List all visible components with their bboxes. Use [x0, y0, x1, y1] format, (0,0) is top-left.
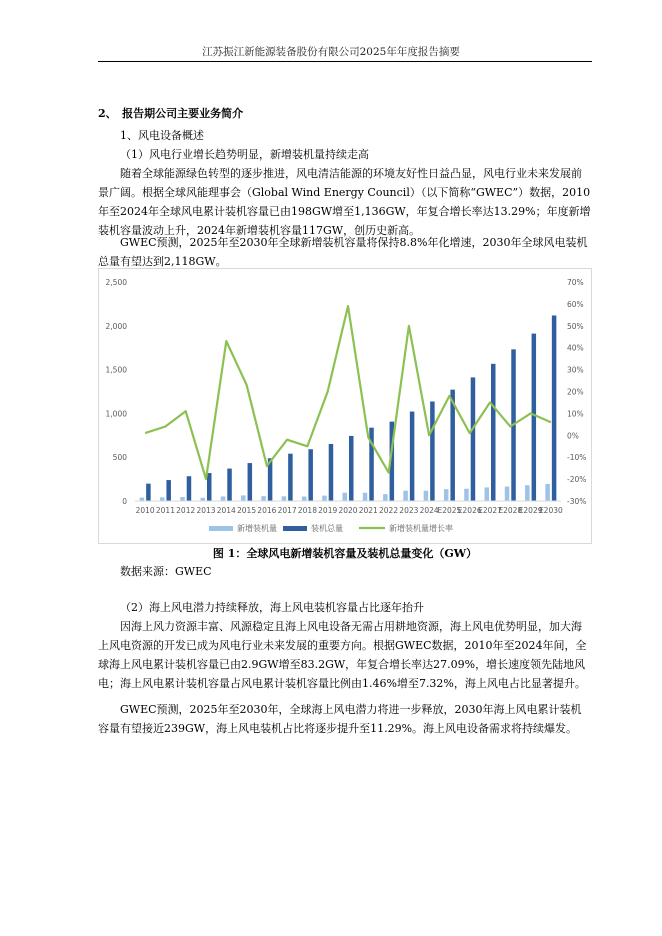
bar-new-installed	[160, 497, 165, 501]
paragraph-4: GWEC预测，2025年至2030年，全球海上风电潜力将进一步释放，2030年海上风电累计装机容量有望接近239GW，海上风电装机占比将逐步提升至11.29%。海上风电设备需求将持续爆发。	[98, 703, 582, 735]
bar-new-installed	[180, 497, 185, 501]
bar-total-installed	[430, 401, 435, 501]
bar-total-installed	[227, 469, 232, 501]
right-axis-tick-label: 10%	[567, 409, 584, 419]
bar-new-installed	[343, 493, 348, 501]
right-axis-tick-label: -30%	[567, 497, 587, 506]
left-axis-tick-label: 1,500	[105, 365, 127, 375]
bar-total-installed	[248, 463, 253, 501]
right-axis-tick-label: 40%	[567, 343, 584, 353]
x-axis-tick-label: 2016	[257, 506, 277, 515]
bar-total-installed	[166, 480, 171, 501]
paragraph-2: GWEC预测，2025年至2030年全球新增装机容量将保持8.8%年化增速，2030年全球风电装机总量有望达到2,118GW。	[98, 236, 588, 268]
bar-total-installed	[410, 412, 415, 501]
left-axis-tick-label: 1,000	[105, 409, 127, 419]
bar-total-installed	[552, 315, 557, 501]
legend-label: 新增装机量	[237, 524, 277, 533]
page-header-title: 江苏振江新能源装备股份有限公司2025年年度报告摘要	[202, 46, 460, 58]
x-axis-tick-label: E2027	[478, 506, 502, 515]
bar-total-installed	[146, 484, 151, 501]
bar-new-installed	[322, 496, 327, 501]
legend-swatch	[283, 526, 307, 531]
left-axis-tick-label: 2,000	[105, 321, 127, 331]
legend-label: 新增装机量增长率	[389, 524, 453, 533]
bar-new-installed	[464, 489, 469, 501]
bar-new-installed	[383, 494, 388, 501]
x-axis-tick-label: E2028	[498, 506, 523, 515]
bar-new-installed	[424, 491, 429, 501]
bar-new-installed	[363, 493, 368, 501]
bar-new-installed	[241, 495, 246, 501]
bar-new-installed	[505, 487, 510, 501]
bar-new-installed	[545, 484, 550, 501]
paragraph-1: 随着全球能源绿色转型的逐步推进，风电清洁能源的环境友好性日益凸显，风电行业未来发展前景广阔。根据全球风能理事会（Global Wind Energy Council）（以下简称“GWEC”）数据，2010年至2024年全球风电累计装机容量已由198GW增至1,136GW，年复合增长率达13.29%；年度新增装机容量波动上升，2024年新增装机容量117GW，创历史新高。	[98, 167, 591, 237]
x-axis-tick-label: 2013	[196, 506, 216, 515]
x-axis-tick-label: 2017	[277, 506, 297, 515]
wind-capacity-chart	[98, 268, 592, 544]
bar-new-installed	[403, 491, 408, 501]
x-axis-tick-label: 2020	[338, 506, 358, 515]
legend-label: 装机总量	[311, 524, 343, 533]
legend-swatch	[209, 526, 233, 531]
left-axis-tick-label: 2,500	[105, 278, 127, 287]
bar-new-installed	[221, 496, 226, 501]
growth-rate-line	[145, 306, 551, 479]
x-axis-tick-label: E2026	[457, 506, 482, 515]
x-axis-tick-label: 2012	[176, 506, 196, 515]
x-axis-tick-label: 2014	[216, 506, 236, 515]
bar-new-installed	[485, 487, 490, 501]
x-axis-tick-label: 2018	[297, 506, 317, 515]
right-axis-tick-label: -10%	[567, 453, 587, 463]
section-heading: 2、 报告期公司主要业务简介	[98, 107, 244, 120]
bar-total-installed	[491, 364, 496, 501]
chart-canvas	[99, 269, 593, 545]
bar-new-installed	[302, 497, 307, 501]
x-axis-tick-label: 2011	[155, 506, 175, 515]
bar-total-installed	[349, 436, 354, 501]
paragraph-3: 因海上风力资源丰富、风源稳定且海上风电设备无需占用耕地资源，海上风电优势明显，加大海上风电资源的开发已成为风电行业未来发展的重要方向。根据GWEC数据，2010年至2024年间，全球海上风电累计装机容量已由2.9GW增至83.2GW，年复合增长率达27.09%，增长速度领先陆地风电；海上风电累计装机容量占风电累计装机容量比例由1.46%增至7.32%，海上风电占比显著提升。	[98, 620, 587, 690]
left-axis-tick-label: 0	[122, 497, 127, 506]
figure-caption: 图 1：全球风电新增装机容量及装机总量变化（GW）	[212, 547, 478, 560]
x-axis-tick-label: 2010	[135, 506, 155, 515]
bar-total-installed	[471, 377, 476, 501]
x-axis-tick-label: 2023	[399, 506, 419, 515]
bar-total-installed	[187, 476, 192, 501]
right-axis-tick-label: -20%	[567, 475, 587, 485]
right-axis-tick-label: 50%	[567, 321, 584, 331]
bar-new-installed	[140, 498, 145, 501]
paragraph-title-1: （1）风电行业增长趋势明显，新增装机量持续走高	[120, 148, 369, 161]
x-axis-tick-label: E2025	[437, 506, 462, 515]
header-rule	[98, 61, 592, 62]
x-axis-tick-label: 2021	[358, 506, 378, 515]
subsection-title: 1、风电设备概述	[120, 129, 204, 142]
bar-new-installed	[282, 496, 287, 501]
x-axis-tick-label: E2029	[518, 506, 543, 515]
right-axis-tick-label: 20%	[567, 387, 584, 397]
bar-new-installed	[444, 489, 449, 501]
bar-total-installed	[532, 334, 537, 501]
x-axis-tick-label: 2019	[318, 506, 338, 515]
left-axis-tick-label: 500	[112, 453, 127, 463]
x-axis-tick-label: E2030	[538, 506, 563, 515]
x-axis-tick-label: 2024	[419, 506, 439, 515]
data-source: 数据来源：GWEC	[120, 565, 212, 578]
bar-total-installed	[329, 444, 334, 501]
right-axis-tick-label: 70%	[567, 278, 584, 287]
bar-new-installed	[525, 485, 530, 501]
bar-total-installed	[207, 473, 212, 501]
paragraph-title-3: （2）海上风电潜力持续释放，海上风电装机容量占比逐年抬升	[120, 601, 424, 614]
right-axis-tick-label: 0%	[567, 431, 579, 441]
bar-total-installed	[288, 454, 293, 501]
bar-new-installed	[261, 496, 266, 501]
x-axis-tick-label: 2022	[379, 506, 399, 515]
right-axis-tick-label: 60%	[567, 299, 584, 309]
x-axis-tick-label: 2015	[237, 506, 257, 515]
right-axis-tick-label: 30%	[567, 365, 584, 375]
bar-total-installed	[308, 449, 313, 501]
